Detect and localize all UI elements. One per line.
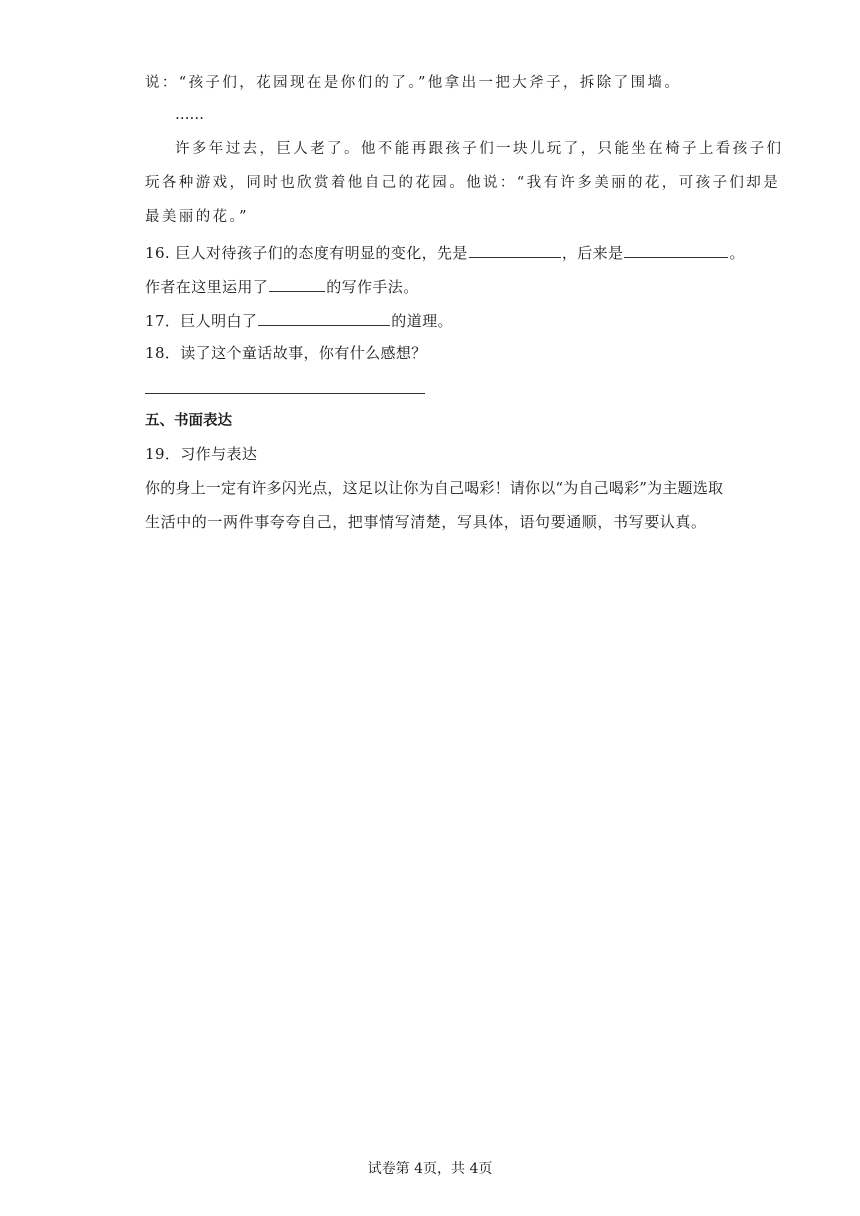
q16-text-1: 16. 巨人对待孩子们的态度有明显的变化，先是 bbox=[145, 244, 468, 262]
question-16-line-1 bbox=[145, 241, 745, 264]
q16-text-2: ，后来是 bbox=[561, 244, 624, 262]
q16-blank-3[interactable] bbox=[269, 275, 325, 292]
section-title: 五、书面表达 bbox=[145, 413, 232, 429]
q19-line-2: 生活中的一两件事夸夸自己，把事情写清楚，写具体，语句要通顺，书写要认真。 bbox=[145, 513, 707, 531]
passage-ellipsis: …… bbox=[175, 107, 204, 123]
passage-line-3: 许多年过去，巨人老了。他不能再跟孩子们一块儿玩了，只能坐在椅子上看孩子们 bbox=[175, 141, 784, 157]
passage-line-5: 最美丽的花。” bbox=[145, 209, 249, 225]
question-19-title: 19．习作与表达 bbox=[145, 445, 258, 463]
page-footer: 试卷第 4页，共 4页 bbox=[367, 1161, 493, 1177]
question-18: 18．读了这个童话故事，你有什么感想？ bbox=[145, 344, 427, 362]
question-17 bbox=[145, 309, 453, 332]
q16-text-4: 作者在这里运用了 bbox=[145, 278, 269, 296]
q19-line-1: 你的身上一定有许多闪光点，这足以让你为自己喝彩！请你以“为自己喝彩”为主题选取 bbox=[145, 479, 724, 497]
q17-blank[interactable] bbox=[258, 309, 390, 326]
q17-text-2: 的道理。 bbox=[391, 312, 453, 330]
q16-text-5: 的写作手法。 bbox=[326, 278, 419, 296]
passage-line-4: 玩各种游戏，同时也欣赏着他自己的花园。他说：“我有许多美丽的花，可孩子们却是 bbox=[145, 175, 781, 191]
question-16-line-2 bbox=[145, 275, 419, 298]
q16-blank-2[interactable] bbox=[624, 241, 728, 258]
q16-text-3: 。 bbox=[729, 244, 745, 262]
passage-line-1: 说：“孩子们，花园现在是你们的了。”他拿出一把大斧子，拆除了围墙。 bbox=[145, 75, 682, 91]
q16-blank-1[interactable] bbox=[469, 241, 561, 258]
q17-text-1: 17．巨人明白了 bbox=[145, 312, 258, 330]
q18-answer-line[interactable] bbox=[145, 393, 425, 394]
